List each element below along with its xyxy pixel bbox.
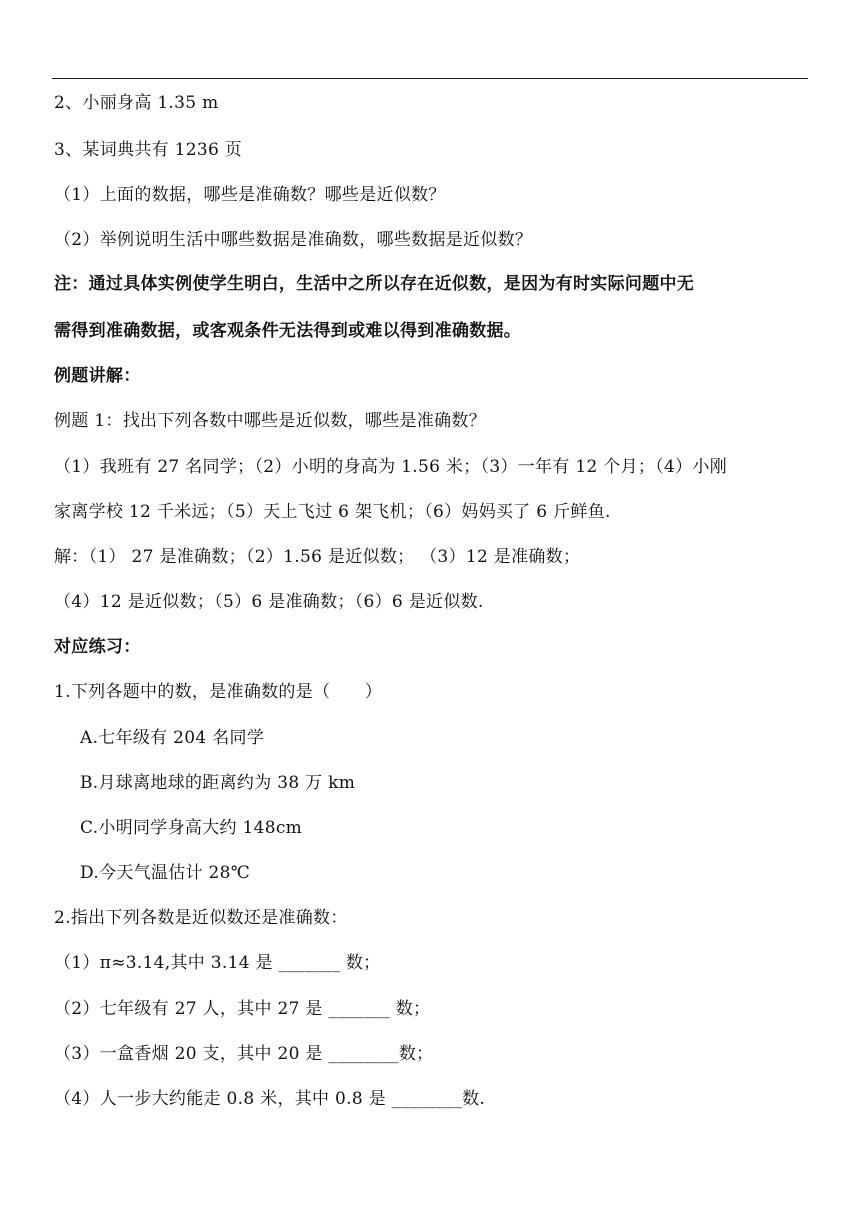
item-text: （1）π≈3.14,其中 3.14 是 <box>54 953 279 973</box>
item-text: 数； <box>340 953 381 973</box>
practice-q2-item <box>54 1087 485 1111</box>
note-line-2: 需得到准确数据，或客观条件无法得到或难以得到准确数据。 <box>54 321 522 341</box>
practice-heading: 对应练习： <box>54 637 141 657</box>
answer-blank[interactable]: ________ <box>328 1044 399 1064</box>
example-line-1: （1）我班有 27 名同学；（2）小明的身高为 1.56 米；（3）一年有 12 个月；（4）小刚 <box>54 457 727 477</box>
note-line-1: 注：通过具体实例使学生明白，生活中之所以存在近似数，是因为有时实际问题中无 <box>54 274 695 294</box>
example-title: 例题 1：找出下列各数中哪些是近似数，哪些是准确数？ <box>54 411 487 431</box>
item-text: （2）七年级有 27 人，其中 27 是 <box>54 999 329 1019</box>
practice-q2-stem: 2.指出下列各数是近似数还是准确数： <box>54 908 348 928</box>
intro-item-2: 2、小丽身高 1.35 m <box>54 93 219 113</box>
item-text: 数； <box>390 999 431 1019</box>
practice-q1-option-d: D.今天气温估计 28℃ <box>80 863 251 883</box>
answer-blank[interactable]: _______ <box>278 953 341 973</box>
item-text: 数. <box>462 1089 486 1109</box>
practice-q1-option-c: C.小明同学身高大约 148cm <box>80 818 303 838</box>
item-text: （3）一盒香烟 20 支，其中 20 是 <box>54 1044 329 1064</box>
practice-q1-option-a: A.七年级有 204 名同学 <box>80 728 265 748</box>
practice-q2-item <box>54 997 430 1021</box>
example-answer-2: （4）12 是近似数；（5）6 是准确数；（6）6 是近似数. <box>54 592 484 612</box>
example-answer-1: 解：（1） 27 是准确数；（2）1.56 是近似数； （3）12 是准确数； <box>54 547 581 567</box>
answer-blank[interactable]: _______ <box>328 999 391 1019</box>
item-text: 数； <box>398 1044 434 1064</box>
practice-q1-stem: 1.下列各题中的数，是准确数的是（ ） <box>54 682 383 702</box>
item-text: （4）人一步大约能走 0.8 米，其中 0.8 是 <box>54 1089 392 1109</box>
practice-q2-item <box>54 951 380 975</box>
example-heading: 例题讲解： <box>54 366 141 386</box>
practice-q2-item <box>54 1042 433 1066</box>
header-rule <box>52 78 808 79</box>
intro-question-1: （1）上面的数据，哪些是准确数？哪些是近似数？ <box>54 185 446 205</box>
intro-item-3: 3、某词典共有 1236 页 <box>54 140 243 160</box>
intro-question-2: （2）举例说明生活中哪些数据是准确数，哪些数据是近似数？ <box>54 230 533 250</box>
practice-q1-option-b: B.月球离地球的距离约为 38 万 km <box>80 773 356 793</box>
example-line-2: 家离学校 12 千米远；（5）天上飞过 6 架飞机；（6）妈妈买了 6 斤鲜鱼. <box>54 502 611 522</box>
answer-blank[interactable]: ________ <box>391 1089 463 1109</box>
